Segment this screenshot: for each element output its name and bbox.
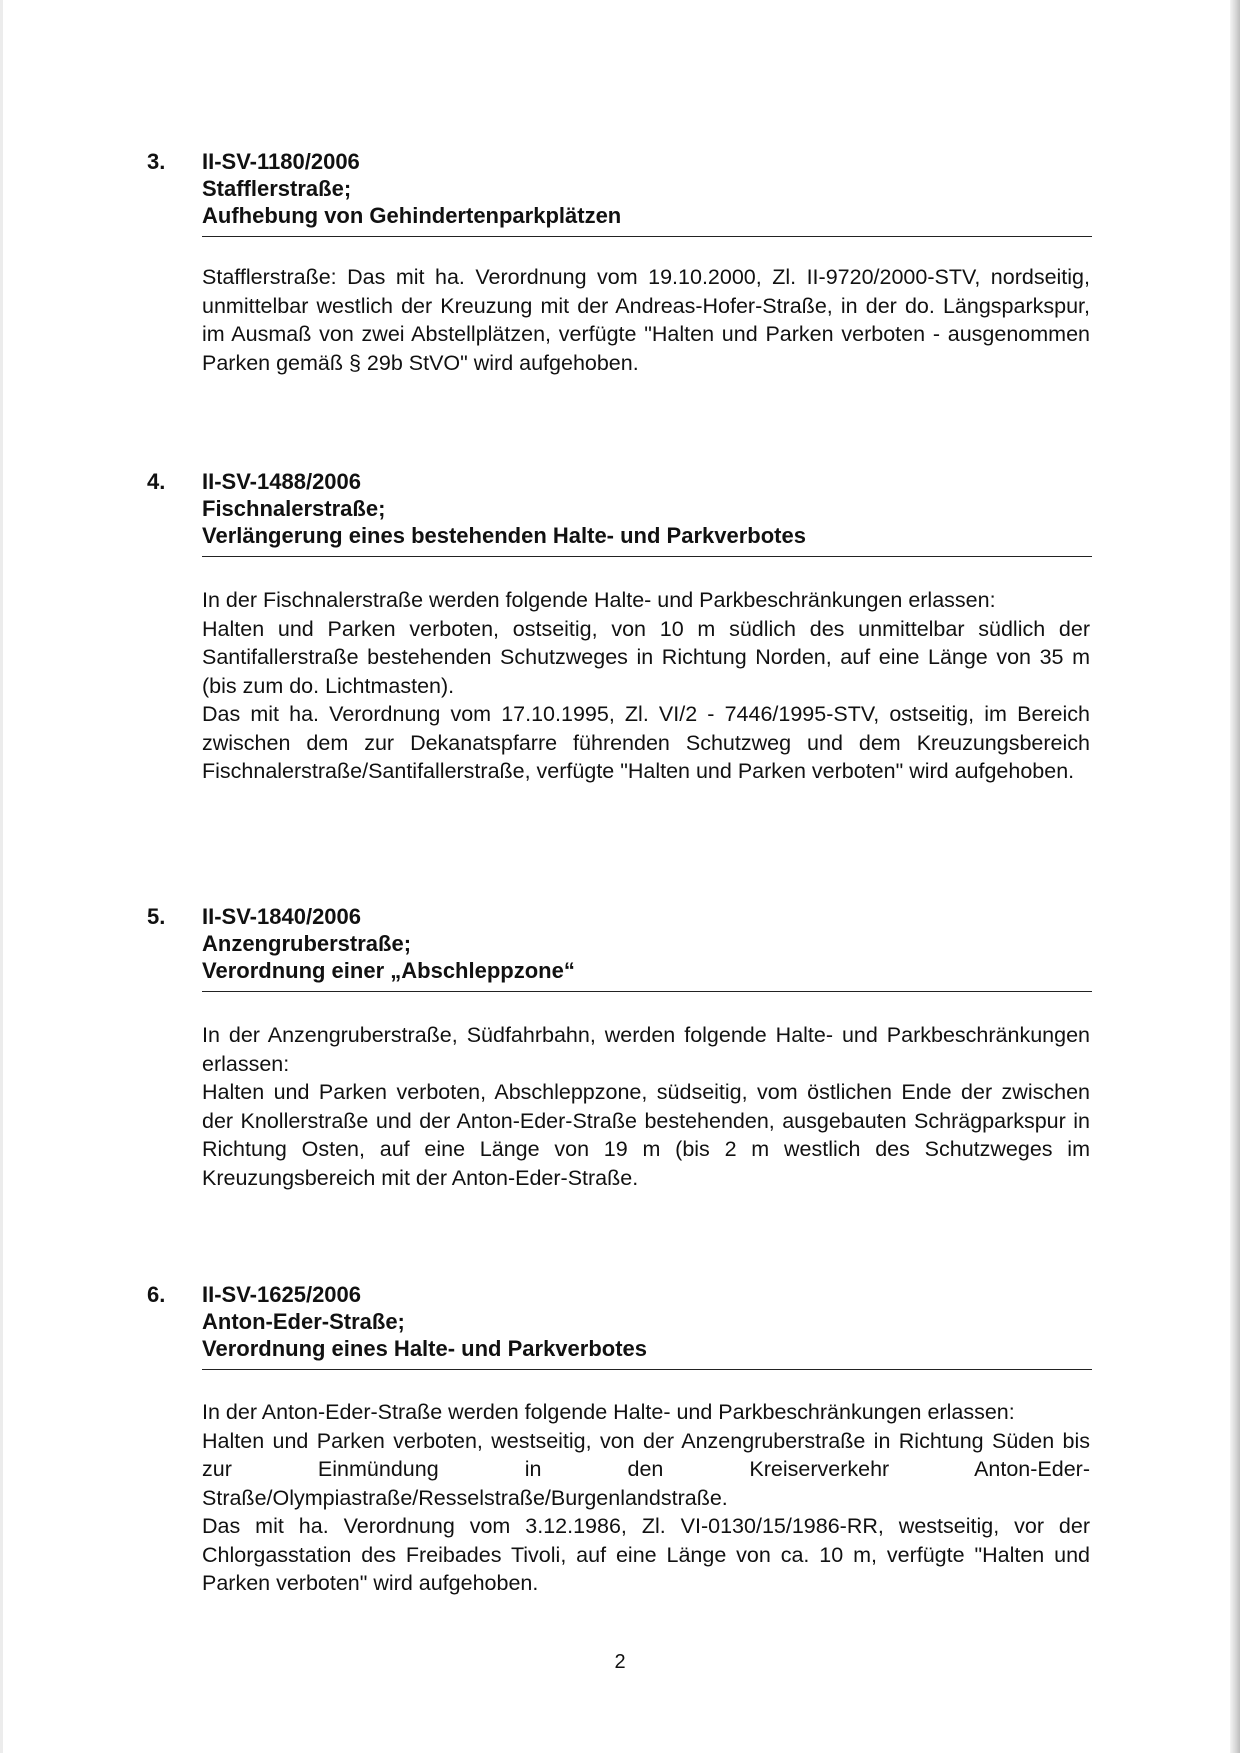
item-heading bbox=[202, 903, 1092, 984]
item-paragraph: Halten und Parken verboten, ostseitig, von 10 m südlich des unmittelbar südlich der Santifallerstraße bestehenden Schutzweges in Richtung Norden, auf eine Länge von 35 m (bis zum do. Lichtmasten). bbox=[202, 616, 1090, 698]
item-street: Anzengruberstraße; bbox=[202, 931, 412, 956]
item-paragraph: Das mit ha. Verordnung vom 17.10.1995, Zl. VI/2 - 7446/1995-STV, ostseitig, im Bereich zwischen dem zur Dekanatspfarre führenden Schutzweg und dem Kreuzungsbereich Fischnalerstraße/Santifallerstraße, verfügte "Halten und Parken verboten" wird aufgehoben. bbox=[202, 702, 1090, 783]
item-body bbox=[202, 1021, 1090, 1192]
heading-rule bbox=[202, 236, 1092, 237]
item-paragraph: Halten und Parken verboten, westseitig, von der Anzengruberstraße in Richtung Süden bis zur Einmündung in den Kreiserverkehr Anton-Eder-Straße/Olympiastraße/Resselstraße/Burgenlandstraße. bbox=[202, 1428, 1090, 1510]
item-paragraph: In der Fischnalerstraße werden folgende Halte- und Parkbeschränkungen erlassen: bbox=[202, 588, 996, 612]
heading-rule bbox=[202, 1369, 1092, 1370]
item-street: Stafflerstraße; bbox=[202, 176, 352, 201]
item-number: 6. bbox=[147, 1282, 166, 1307]
item-heading bbox=[202, 1281, 1092, 1362]
item-body bbox=[202, 586, 1090, 786]
item-street: Fischnalerstraße; bbox=[202, 496, 386, 521]
page-number: 2 bbox=[614, 1651, 626, 1673]
item-paragraph: Stafflerstraße: Das mit ha. Verordnung vom 19.10.2000, Zl. II-9720/2000-STV, nordseitig, unmittelbar westlich der Kreuzung mit der Andreas-Hofer-Straße, in der do. Längsparkspur, im Ausmaß von zwei Abstellplätzen, verfügte "Halten und Parken verboten - ausgenommen Parken gemäß § 29b StVO" wird aufgehoben. bbox=[202, 265, 1090, 375]
scan-edge-right bbox=[1230, 0, 1240, 1753]
item-code: II-SV-1625/2006 bbox=[202, 1282, 362, 1307]
item-number: 5. bbox=[147, 904, 166, 929]
item-paragraph: In der Anzengruberstraße, Südfahrbahn, werden folgende Halte- und Parkbeschränkungen erlassen: bbox=[202, 1023, 1090, 1076]
item-street: Anton-Eder-Straße; bbox=[202, 1309, 405, 1334]
item-code: II-SV-1180/2006 bbox=[202, 149, 360, 174]
item-paragraph: In der Anton-Eder-Straße werden folgende Halte- und Parkbeschränkungen erlassen: bbox=[202, 1400, 1015, 1424]
item-paragraph: Das mit ha. Verordnung vom 3.12.1986, Zl. VI-0130/15/1986-RR, westseitig, vor der Chlorgasstation des Freibades Tivoli, auf eine Länge von ca. 10 m, verfügte "Halten und Parken verboten" wird aufgehoben. bbox=[202, 1514, 1090, 1595]
item-heading bbox=[202, 468, 1092, 549]
item-body bbox=[202, 1398, 1090, 1598]
item-title: Verordnung eines Halte- und Parkverbotes bbox=[202, 1336, 648, 1361]
heading-rule bbox=[202, 556, 1092, 557]
item-body bbox=[202, 263, 1090, 377]
item-heading bbox=[202, 148, 1092, 229]
item-code: II-SV-1840/2006 bbox=[202, 904, 362, 929]
item-number: 4. bbox=[147, 469, 166, 494]
scan-edge-left bbox=[0, 0, 3, 1753]
item-title: Verlängerung eines bestehenden Halte- und Parkverbotes bbox=[202, 523, 806, 548]
item-number: 3. bbox=[147, 149, 166, 174]
item-title: Verordnung einer „Abschleppzone“ bbox=[202, 958, 575, 983]
item-paragraph: Halten und Parken verboten, Abschleppzone, südseitig, vom östlichen Ende der zwischen der Knollerstraße und der Anton-Eder-Straße bestehenden, ausgebauten Schrägparkspur in Richtung Osten, auf eine Länge von 19 m (bis 2 m westlich des Schutzweges im Kreuzungsbereich mit der Anton-Eder-Straße. bbox=[202, 1080, 1090, 1190]
heading-rule bbox=[202, 991, 1092, 992]
item-code: II-SV-1488/2006 bbox=[202, 469, 362, 494]
item-title: Aufhebung von Gehindertenparkplätzen bbox=[202, 203, 622, 228]
